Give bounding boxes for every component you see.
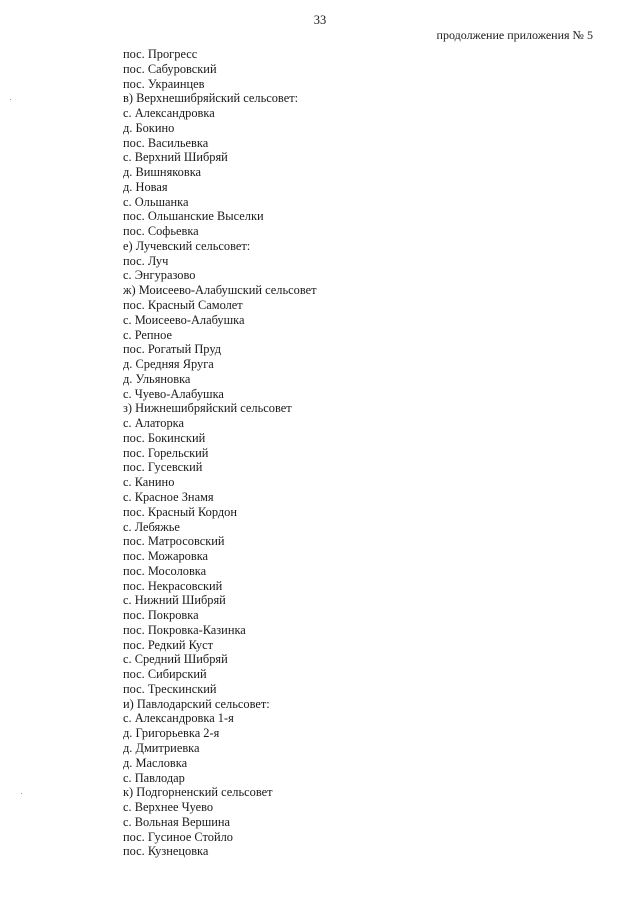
list-item: и) Павлодарский сельсовет: (123, 696, 270, 711)
list-item: пос. Матросовский (123, 534, 225, 549)
continuation-note: продолжение приложения № 5 (436, 28, 593, 42)
list-item: с. Энгуразово (123, 268, 196, 283)
list-item: в) Верхнешибряйский сельсовет: (123, 91, 299, 106)
list-item: пос. Ольшанские Выселки (123, 209, 264, 224)
list-item: пос. Покровка-Казинка (123, 622, 246, 637)
list-item: пос. Покровка (123, 608, 199, 623)
list-item: д. Ульяновка (123, 371, 191, 386)
list-item: с. Павлодар (123, 770, 185, 785)
list-item: д. Вишняковка (123, 165, 202, 180)
list-item: д. Бокино (123, 120, 175, 135)
list-item: д. Дмитриевка (123, 740, 200, 755)
list-item: с. Вольная Вершина (123, 814, 231, 829)
page-number: 33 (313, 13, 327, 27)
scan-speck (10, 99, 11, 100)
list-item: д. Средняя Яруга (123, 357, 214, 372)
list-item: с. Верхнее Чуево (123, 800, 214, 815)
list-item: пос. Рогатый Пруд (123, 342, 222, 357)
list-item: с. Верхний Шибряй (123, 150, 228, 165)
list-item: з) Нижнешибряйский сельсовет (123, 401, 292, 416)
list-item: пос. Гусиное Стойло (123, 829, 233, 844)
list-item: пос. Мосоловка (123, 563, 207, 578)
list-item: пос. Горельский (123, 445, 209, 460)
list-item: с. Чуево-Алабушка (123, 386, 224, 401)
list-item: пос. Гусевский (123, 460, 203, 475)
list-item: с. Александровка (123, 106, 215, 121)
list-item: пос. Украинцев (123, 76, 205, 91)
list-item: с. Репное (123, 327, 173, 342)
list-item: пос. Можаровка (123, 549, 209, 564)
list-item: с. Красное Знамя (123, 489, 214, 504)
list-item: пос. Васильевка (123, 135, 209, 150)
list-item: с. Александровка 1-я (123, 711, 234, 726)
list-item: с. Ольшанка (123, 194, 189, 209)
list-item: пос. Некрасовский (123, 578, 223, 593)
list-item: ж) Моисеево-Алабушский сельсовет (123, 283, 317, 298)
list-item: пос. Кузнецовка (123, 844, 209, 859)
list-item: пос. Луч (123, 253, 169, 268)
settlement-list (123, 47, 317, 859)
list-item: с. Лебяжье (123, 519, 180, 534)
list-item: пос. Редкий Куст (123, 637, 214, 652)
list-item: пос. Прогресс (123, 47, 198, 61)
list-item: пос. Красный Самолет (123, 298, 243, 313)
list-item: пос. Сибирский (123, 667, 207, 682)
list-item: д. Новая (123, 179, 168, 194)
list-item: д. Григорьевка 2-я (123, 726, 220, 741)
list-item: д. Масловка (123, 755, 188, 770)
scan-speck (21, 793, 22, 794)
list-item: пос. Трескинский (123, 681, 217, 696)
list-item: с. Нижний Шибряй (123, 593, 226, 608)
list-item: пос. Бокинский (123, 430, 206, 445)
list-item: пос. Сабуровский (123, 61, 217, 76)
list-item: с. Моисеево-Алабушка (123, 312, 245, 327)
list-item: с. Алаторка (123, 416, 184, 431)
list-item: пос. Софьевка (123, 224, 199, 239)
list-item: к) Подгорненский сельсовет (123, 785, 273, 800)
list-item: с. Средний Шибряй (123, 652, 228, 667)
list-item: е) Лучевский сельсовет: (123, 238, 251, 253)
list-item: с. Канино (123, 475, 175, 490)
list-item: пос. Красный Кордон (123, 504, 237, 519)
